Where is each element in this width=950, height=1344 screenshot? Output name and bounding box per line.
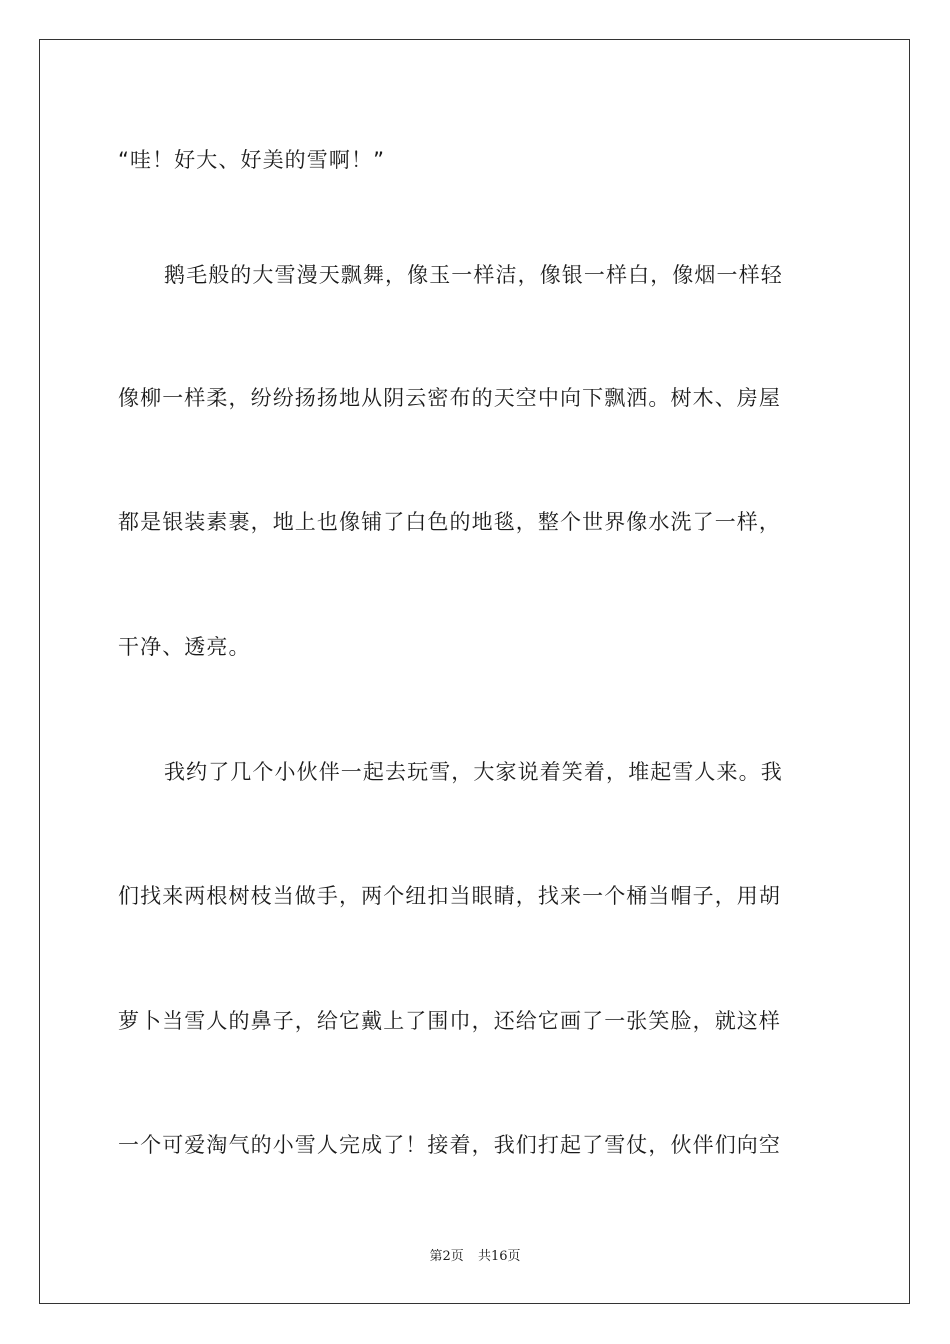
text-line: 都是银装素裹，地上也像铺了白色的地毯，整个世界像水洗了一样， xyxy=(118,510,781,534)
page-number: 第2页 xyxy=(429,1249,464,1264)
text-line: 鹅毛般的大雪漫天飘舞，像玉一样洁，像银一样白，像烟一样轻 xyxy=(164,263,783,287)
text-line: 像柳一样柔，纷纷扬扬地从阴云密布的天空中向下飘洒。树木、房屋 xyxy=(118,386,781,410)
page-border xyxy=(39,39,910,1304)
text-line: 干净、透亮。 xyxy=(118,635,251,659)
text-line: 们找来两根树枝当做手，两个纽扣当眼睛，找来一个桶当帽子，用胡 xyxy=(118,884,781,908)
page-total: 共16页 xyxy=(477,1249,521,1264)
page-footer xyxy=(0,1248,950,1266)
text-line: “哇！好大、好美的雪啊！” xyxy=(118,148,386,172)
text-line: 我约了几个小伙伴一起去玩雪，大家说着笑着，堆起雪人来。我 xyxy=(164,760,783,784)
text-line: 萝卜当雪人的鼻子，给它戴上了围巾，还给它画了一张笑脸，就这样 xyxy=(118,1009,781,1033)
text-line: 一个可爱淘气的小雪人完成了！接着，我们打起了雪仗，伙伴们向空 xyxy=(118,1133,781,1157)
